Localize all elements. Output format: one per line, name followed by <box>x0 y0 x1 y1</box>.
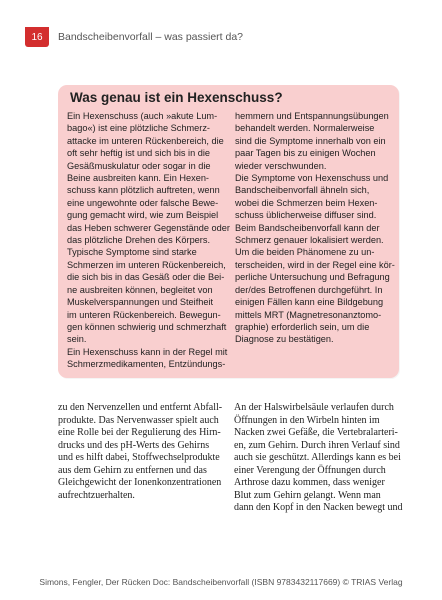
text-line: die sich bis in das Gesäß oder die Bei- <box>67 272 225 283</box>
text-line: Gesäßmuskulatur oder sogar in die <box>67 160 211 171</box>
text-line: Schmerz genauer lokalisiert werden. <box>235 235 384 246</box>
text-line: hemmern und Entspannungsübungen <box>235 111 389 121</box>
text-line: produkte. Das Nervenwasser spielt auch <box>58 414 219 426</box>
text-line: Öffnungen in den Wirbeln hinten im <box>234 414 380 426</box>
text-line: schuss kann plötzlich auftreten, wenn <box>67 185 220 196</box>
text-line: Beim Bandscheibenvorfall kann der <box>235 222 380 233</box>
text-line: Arthrose dazu kommen, dass weniger <box>234 477 385 488</box>
text-line: drucks und des pH-Werts des Gehirns <box>58 439 210 451</box>
info-box <box>58 85 399 378</box>
text-line: perliche Untersuchung und Befragung <box>235 272 390 283</box>
text-line: Gleichgewicht der Ionenkonzentrationen <box>58 477 222 488</box>
text-line: An der Halswirbelsäule verlaufen durch <box>234 402 394 413</box>
text-line: Muskelverspannungen und Steifheit <box>67 297 214 308</box>
text-line: gen können schwierig und schmerzhaft <box>67 321 227 332</box>
text-line: Nacken zwei Gefäße, die Vertebralarteri- <box>234 427 398 438</box>
text-line: im unteren Rückenbereich. Bewegun- <box>67 309 221 320</box>
body-text-left-column <box>58 402 223 502</box>
text-line: der/des Betroffenen durchgeführt. In <box>235 284 383 295</box>
text-line: schuss üblicherweise diffuser sind. <box>235 210 377 221</box>
info-box-right-column <box>235 110 395 346</box>
text-line: auch sie geschützt. Allerdings kann es bei <box>234 452 401 463</box>
info-box-title: Was genau ist ein Hexenschuss? <box>70 90 283 105</box>
text-line: graphie) erforderlich sein, um die <box>235 321 370 332</box>
text-line: Ein Hexenschuss kann in der Regel mit <box>67 346 228 357</box>
text-line: zu den Nervenzellen und entfernt Abfall- <box>58 402 223 413</box>
text-line: Um die beiden Phänomene zu un- <box>235 247 375 258</box>
running-header: Bandscheibenvorfall – was passiert da? <box>58 31 244 43</box>
text-line: Diagnose zu bestätigen. <box>235 334 334 345</box>
text-line: das Heben schwerer Gegenstände oder <box>67 222 230 233</box>
text-line: terscheiden, wird in der Regel eine kör- <box>235 259 395 270</box>
text-line: sind die Symptome innerhalb von ein <box>235 135 386 146</box>
text-line: oft sehr heftig ist und sich bis in die <box>67 148 210 159</box>
text-line: attacke im unteren Rückenbereich, die <box>67 135 224 146</box>
text-line: Typische Symptome sind starke <box>67 247 197 258</box>
text-line: Bandscheibenvorfall ähneln sich, <box>235 185 370 196</box>
text-line: und es hilft dabei, Stoffwechselprodukte <box>58 452 220 463</box>
text-line: gung gemacht wird, wie zum Beispiel <box>67 210 219 221</box>
footer-citation: Simons, Fengler, Der Rücken Doc: Bandscheibenvorfall (ISBN 9783432117669) © TRIAS Verlag <box>39 577 403 587</box>
text-line: behandelt werden. Normalerweise <box>235 123 375 134</box>
text-line: einigen Fällen kann eine Bildgebung <box>235 297 384 308</box>
text-line: sein. <box>67 334 87 345</box>
text-line: ne ausbreiten können, begleitet von <box>67 284 213 295</box>
text-line: paar Tagen bis zu einigen Wochen <box>235 148 376 159</box>
info-box-body <box>58 110 399 380</box>
text-line: wobei die Schmerzen beim Hexen- <box>235 197 378 208</box>
body-text-right-column <box>234 402 403 515</box>
text-line: Beine ausbreiten kann. Ein Hexen- <box>67 173 209 184</box>
text-line: einer Verengung der Öffnungen durch <box>234 464 386 476</box>
text-line: eine Rolle bei der Regulierung des Hirn- <box>58 427 221 438</box>
text-line: aufrechtzuerhalten. <box>58 489 135 501</box>
page-number: 16 <box>25 27 49 47</box>
text-line: Die Symptome von Hexenschuss und <box>235 173 389 184</box>
text-line: eine ungewohnte oder falsche Bewe- <box>67 197 219 208</box>
text-line: Schmerzen im unteren Rückenbereich, <box>67 259 226 270</box>
text-line: aus dem Gehirn zu entfernen und das <box>58 464 207 476</box>
text-line: dann den Kopf in den Nacken bewegt und <box>234 502 403 513</box>
text-line: Ein Hexenschuss (auch »akute Lum- <box>67 111 218 121</box>
text-line: das plötzliche Drehen des Körpers. <box>67 235 210 246</box>
text-line: wieder verschwunden. <box>235 160 327 171</box>
info-box-left-column <box>67 110 230 371</box>
text-line: en, zum Gehirn. Durch ihren Verlauf sind <box>234 439 400 451</box>
text-line: mittels MRT (Magnetresonanztomo- <box>235 309 382 320</box>
text-line: Blut zum Gehirn gelangt. Wenn man <box>234 489 381 501</box>
text-line: bago«) ist eine plötzliche Schmerz- <box>67 123 210 134</box>
text-line: Schmerzmedikamenten, Entzündungs- <box>67 359 226 370</box>
